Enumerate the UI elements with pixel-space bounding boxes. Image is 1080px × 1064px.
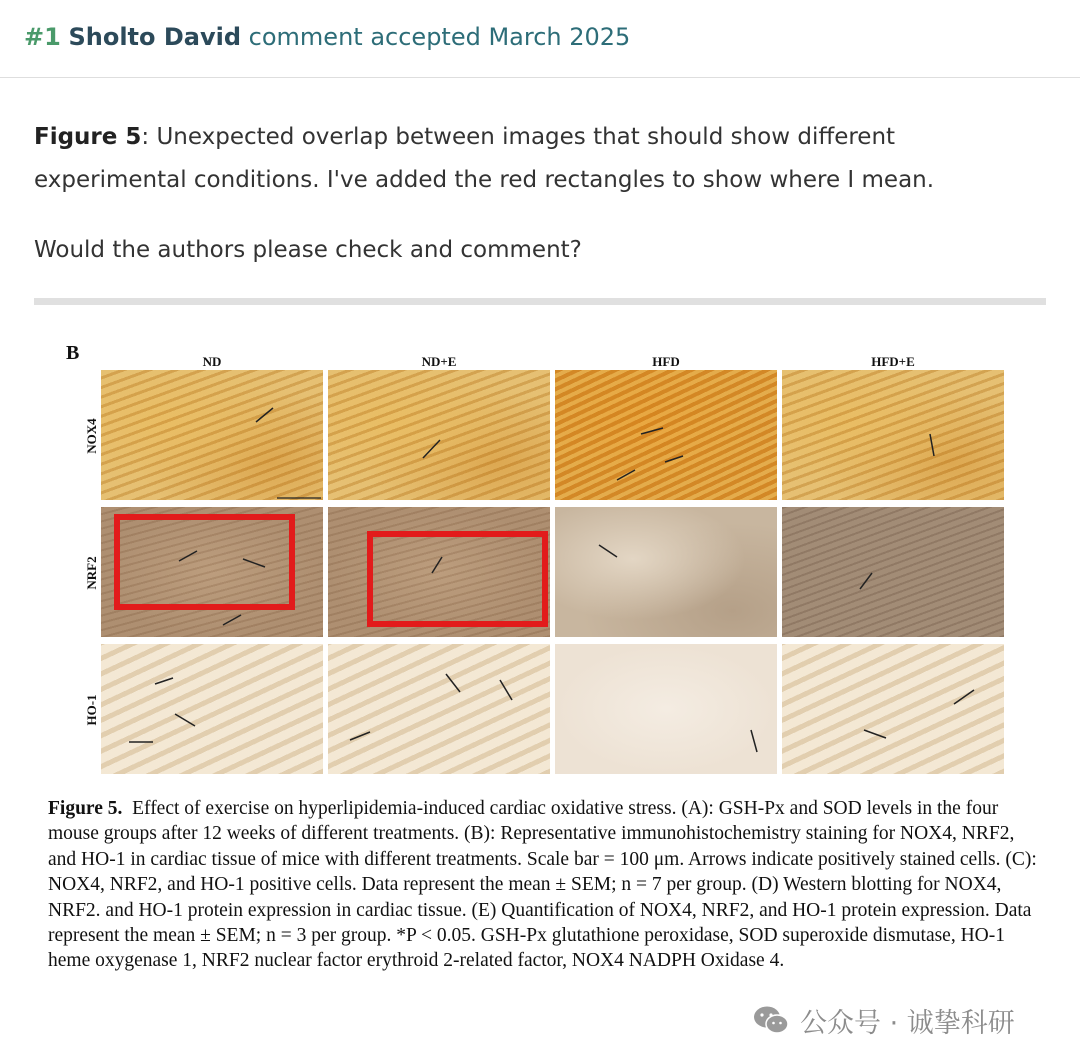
panel-letter: B — [66, 342, 80, 364]
comment-text-1: : Unexpected overlap between images that should show different experimental conditions. I've added the red rectangles to show where I mean. — [34, 124, 935, 193]
arrow-icon — [555, 507, 777, 637]
micrograph-nox4-nd — [101, 370, 323, 500]
comment-header-line — [24, 22, 630, 52]
arrow-icon — [101, 370, 323, 500]
column-header-hfd: HFD — [652, 354, 680, 369]
comment-paragraph-2: Would the authors please check and comment? — [34, 237, 582, 263]
comment-header — [0, 0, 1080, 78]
row-label-nrf2: NRF2 — [84, 556, 99, 590]
figure-image — [0, 330, 1080, 1010]
row-label-nox4: NOX4 — [84, 418, 99, 454]
micrograph-nrf2-hfd — [555, 507, 777, 637]
column-header-nd: ND — [202, 354, 222, 369]
comment-author[interactable]: Sholto David — [68, 23, 242, 51]
arrow-icon — [782, 644, 1004, 774]
comment-number[interactable]: #1 — [24, 23, 61, 51]
arrow-icon — [782, 370, 1004, 500]
watermark — [752, 1000, 1015, 1040]
column-header-hfd-e: HFD+E — [871, 354, 915, 369]
arrow-icon — [555, 370, 777, 500]
watermark-text: 公众号 · 诚挚科研 — [800, 1007, 1015, 1039]
micrograph-nox4-hfd-e — [782, 370, 1004, 500]
arrow-icon — [555, 644, 777, 774]
column-header-nd-e: ND+E — [421, 354, 457, 369]
arrow-icon — [782, 507, 1004, 637]
row-label-ho1: HO-1 — [84, 694, 99, 726]
caption-label: Figure 5. — [48, 798, 123, 819]
figure-reference: Figure 5 — [34, 124, 142, 150]
micrograph-nrf2-hfd-e — [782, 507, 1004, 637]
comment-meta: comment accepted March 2025 — [248, 23, 631, 51]
arrow-icon — [328, 644, 550, 774]
figure-caption — [48, 796, 1038, 974]
arrow-icon — [101, 644, 323, 774]
micrograph-ho1-hfd-e — [782, 644, 1004, 774]
comment-body — [34, 116, 1034, 272]
micrograph-ho1-nd-e — [328, 644, 550, 774]
micrograph-nox4-hfd — [555, 370, 777, 500]
comment-paragraph-1 — [34, 116, 1034, 202]
highlight-rectangle-1 — [114, 514, 295, 610]
caption-text: Effect of exercise on hyperlipidemia-induced cardiac oxidative stress. (A): GSH-Px and SOD levels in the four mouse groups after 12 weeks of different treatments. (B): Representative immunohistochemistry staining for NOX4, NRF2, and HO-1 in cardiac tissue of mice with different treatments. Scale bar = 100 μm. Arrows indicate positively stained cells. (C): NOX4, NRF2, and HO-1 positive cells. Data represent the mean ± SEM; n = 7 per group. (D) Western blotting for NOX4, NRF2. and HO-1 protein expression in cardiac tissue. (E) Quantification of NOX4, NRF2, and HO-1 protein expression. Data represent the mean ± SEM; n = 3 per group. *P < 0.05. GSH-Px glutathione peroxidase, SOD superoxide dismutase, HO-1 heme oxygenase 1, NRF2 nuclear factor erythroid 2-related factor, NOX4 NADPH Oxidase 4. — [48, 798, 1037, 972]
micrograph-nox4-nd-e — [328, 370, 550, 500]
highlight-rectangle-2 — [367, 531, 548, 627]
arrow-icon — [328, 370, 550, 500]
divider — [34, 298, 1046, 305]
micrograph-ho1-nd — [101, 644, 323, 774]
micrograph-ho1-hfd — [555, 644, 777, 774]
wechat-icon — [752, 1004, 790, 1036]
